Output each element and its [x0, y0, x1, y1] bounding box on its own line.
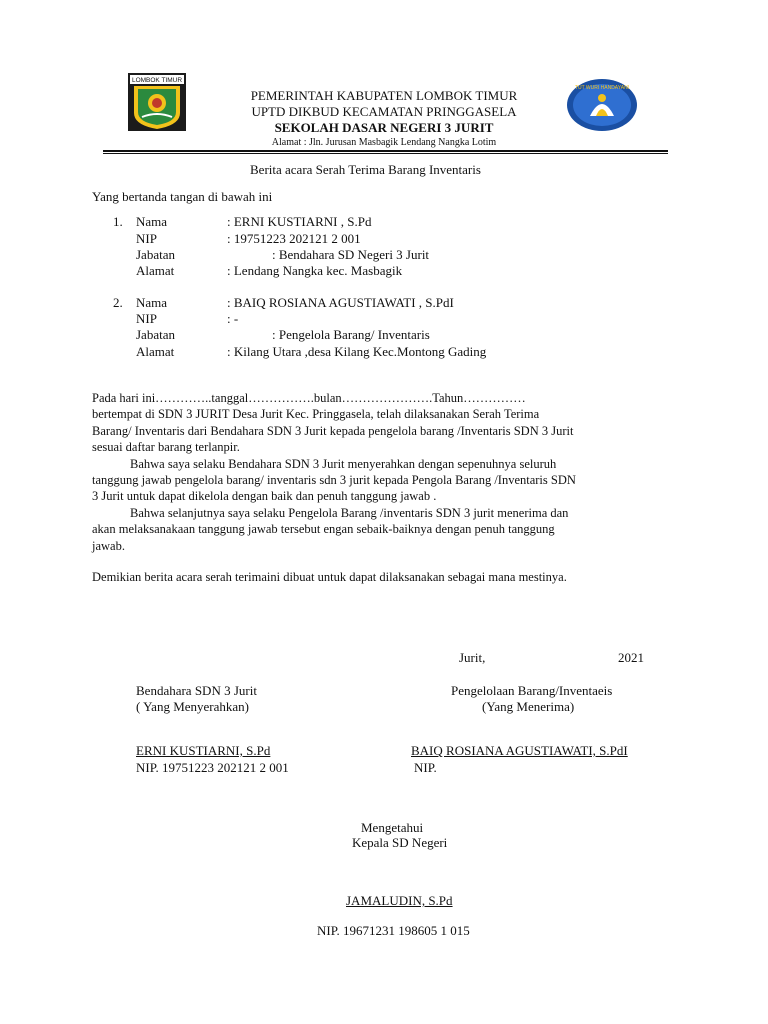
year-label: 2021 — [618, 650, 644, 665]
paragraph-line: Barang/ Inventaris dari Bendahara SDN 3 Jurit kepada pengelola barang /Inventaris SDN 3 Jurit — [92, 424, 574, 438]
party-value: : - — [227, 311, 239, 326]
paragraph-line: Bahwa saya selaku Bendahara SDN 3 Jurit menyerahkan dengan sepenuhnya seluruh — [130, 457, 557, 471]
intro-text: Yang bertanda tangan di bawah ini — [92, 189, 273, 204]
approval-nip: NIP. 19671231 198605 1 015 — [317, 923, 470, 938]
party-number: 2. — [113, 295, 123, 310]
header-address: Alamat : Jln. Jurusan Masbagik Lendang Nangka Lotim — [271, 137, 497, 148]
paragraph-line: jawab. — [92, 539, 125, 553]
paragraph-line: sesuai daftar barang terlanpir. — [92, 440, 240, 454]
signer-role: Bendahara SDN 3 Jurit — [136, 683, 257, 698]
approval-title: Kepala SD Negeri — [352, 835, 448, 850]
header-divider-thin — [103, 153, 668, 154]
lombok-timur-logo-text: LOMBOK TIMUR — [131, 77, 183, 84]
header-divider — [103, 150, 668, 152]
party-value: : Kilang Utara ,desa Kilang Kec.Montong Gading — [227, 344, 487, 359]
approval-label: Mengetahui — [361, 820, 424, 835]
closing-statement: Demikian berita acara serah terimaini dibuat untuk dapat dilaksanakan sebagai mana mestinya. — [92, 570, 567, 584]
paragraph-line: 3 Jurit untuk dapat dikelola dengan baik dan penuh tanggung jawab . — [92, 489, 437, 503]
party-value: : Lendang Nangka kec. Masbagik — [227, 263, 403, 278]
signer-nip: NIP. 19751223 202121 2 001 — [136, 760, 289, 775]
tut-wuri-logo-text: TUT WURI HANDAYANI — [574, 85, 630, 91]
party-value: : Pengelola Barang/ Inventaris — [272, 327, 430, 342]
signer-note: ( Yang Menyerahkan) — [136, 699, 250, 714]
header-line-government: PEMERINTAH KABUPATEN LOMBOK TIMUR — [250, 88, 518, 103]
header-line-school: SEKOLAH DASAR NEGERI 3 JURIT — [274, 120, 494, 135]
lombok-timur-emblem-icon — [128, 73, 186, 131]
header-line-agency: UPTD DIKBUD KECAMATAN PRINGGASELA — [251, 104, 517, 119]
approval-name: JAMALUDIN, S.Pd — [346, 893, 453, 908]
party-value: : ERNI KUSTIARNI , S.Pd — [227, 214, 372, 229]
party-value: : 19751223 202121 2 001 — [227, 231, 361, 246]
party-value: : Bendahara SD Negeri 3 Jurit — [272, 247, 430, 262]
party-label: Nama — [136, 295, 168, 310]
paragraph-line: Bahwa selanjutnya saya selaku Pengelola Barang /inventaris SDN 3 jurit menerima dan — [130, 506, 569, 520]
party-label: Jabatan — [136, 247, 175, 262]
party-label: NIP — [136, 231, 157, 246]
party-label: Alamat — [136, 344, 175, 359]
signer-note: (Yang Menerima) — [482, 699, 575, 714]
party-label: NIP — [136, 311, 157, 326]
party-label: Nama — [136, 214, 168, 229]
paragraph-line: Pada hari ini…………..tanggal…………….bulan………………….Tahun…………… — [92, 391, 526, 405]
party-number: 1. — [113, 214, 123, 229]
paragraph-line: akan melaksanakaan tanggung jawab tersebut engan sebaik-baiknya dengan penuh tanggung — [92, 522, 555, 536]
party-label: Alamat — [136, 263, 175, 278]
signer-role: Pengelolaan Barang/Inventaeis — [451, 683, 613, 698]
paragraph-line: tanggung jawab pengelola barang/ inventaris sdn 3 jurit kepada Pengola Barang /Inventaris SDN — [92, 473, 576, 487]
signer-name: ERNI KUSTIARNI, S.Pd — [136, 743, 271, 758]
signer-name: BAIQ ROSIANA AGUSTIAWATI, S.PdI — [411, 743, 628, 758]
document-title: Berita acara Serah Terima Barang Inventaris — [250, 162, 481, 177]
paragraph-line: bertempat di SDN 3 JURIT Desa Jurit Kec. Pringgasela, telah dilaksanakan Serah Terima — [92, 407, 540, 421]
tut-wuri-handayani-logo-icon — [566, 78, 638, 132]
party-label: Jabatan — [136, 327, 175, 342]
party-value: : BAIQ ROSIANA AGUSTIAWATI , S.PdI — [227, 295, 454, 310]
place-label: Jurit, — [459, 650, 486, 665]
signer-nip: NIP. — [414, 760, 437, 775]
